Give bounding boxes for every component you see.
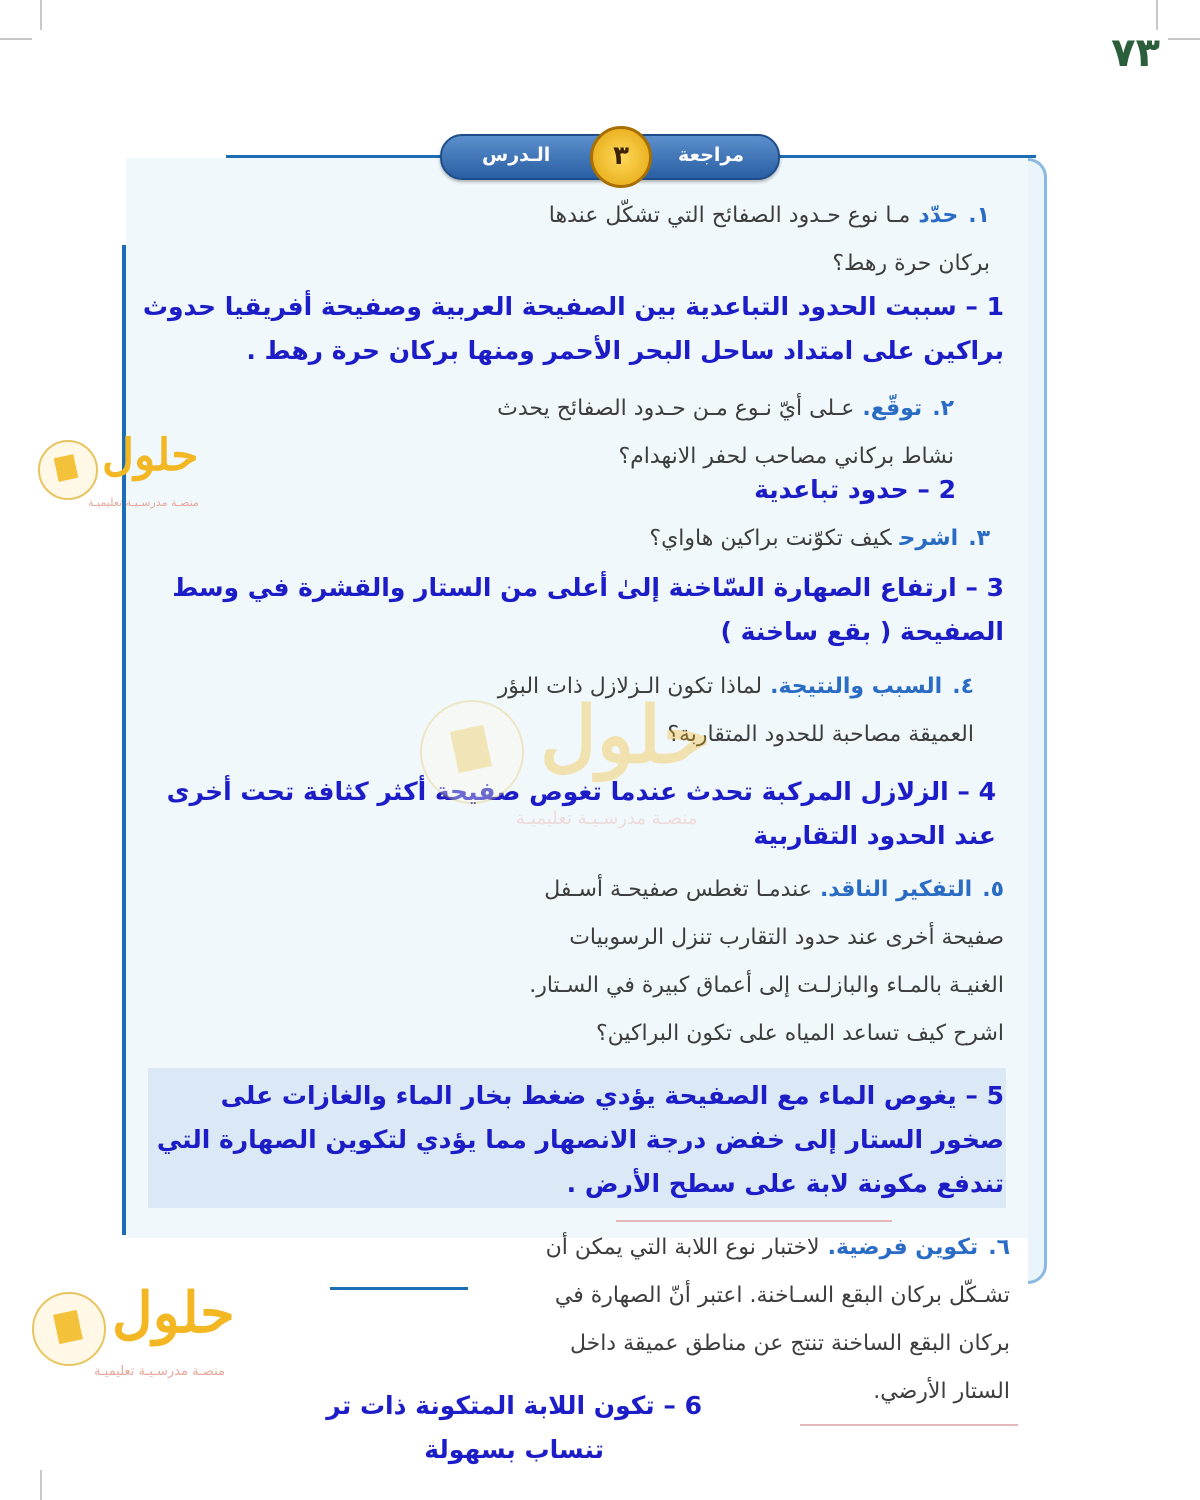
question-line: صفيحة أخرى عند حدود التقارب تنزل الرسوبيات: [569, 925, 1004, 950]
question-2: [497, 385, 954, 481]
logo-tagline: منصـة مدرسـيـة تعليميـة: [94, 1364, 226, 1379]
frame-bottom-line: [330, 1287, 468, 1290]
answer-line: 5 – يغوص الماء مع الصفيحة يؤدي ضغط بخار الماء والغازات على: [220, 1081, 1004, 1110]
question-1: [549, 192, 990, 288]
logo-tagline: منصـة مدرسـيـة تعليميـة: [88, 496, 199, 509]
frame-right-border: [1028, 158, 1047, 1284]
question-5: [529, 866, 1004, 1058]
page-number: ٧٣: [1111, 30, 1160, 76]
banner-lesson-label: الـدرس: [482, 144, 551, 166]
answer-line: 3 – ارتفاع الصهارة السّاخنة إلىٰ أعلى من الستار والقشرة في وسط: [172, 573, 1004, 602]
question-line: الغنيـة بالمـاء والبازلـت إلى أعماق كبيرة في السـتار.: [529, 973, 1004, 998]
crop-mark: [40, 0, 42, 30]
answer-line: تنساب بسهولة: [424, 1435, 605, 1464]
question-line: ٦.تكوين فرضية.لاختبار نوع اللابة التي يمكن أن: [545, 1235, 1010, 1260]
crop-mark: [1156, 0, 1158, 30]
answer-line: 4 – الزلازل المركبة تحدث عندما تغوص صفيحة أكثر كثافة تحت أخرى: [166, 777, 996, 806]
answer-2: [754, 468, 956, 512]
question-line: العميقة مصاحبة للحدود المتقاربة؟: [667, 722, 974, 747]
banner-review-label: مراجعة: [677, 144, 744, 166]
question-3: [649, 515, 990, 563]
lesson-review-banner: [440, 134, 780, 180]
answer-1: [143, 285, 1004, 373]
answer-6: [326, 1384, 702, 1472]
question-line: ٥.التفكير الناقد.عندمـا تغطس صفيحـة أسـفل: [544, 877, 1004, 902]
question-line: نشاط بركاني مصاحب لحفر الانهدام؟: [618, 444, 954, 469]
frame-left-line: [122, 245, 126, 1235]
divider-line: [800, 1424, 1018, 1426]
question-line: ٣.اشرحكيف تكوّنت براكين هاواي؟: [649, 526, 990, 551]
lesson-number-badge: ٣: [590, 126, 652, 188]
crop-mark: [0, 38, 32, 40]
question-line: بركان البقع الساخنة تنتج عن مناطق عميقة داخل: [569, 1331, 1010, 1356]
logo-wordmark: حلول: [102, 430, 199, 481]
question-line: اشرح كيف تساعد المياه على تكون البراكين؟: [595, 1021, 1004, 1046]
answer-line: 2 – حدود تباعدية: [754, 475, 956, 504]
question-line: بركان حرة رهط؟: [832, 251, 990, 276]
answer-5: [157, 1074, 1004, 1206]
answer-line: 1 – سببت الحدود التباعدية بين الصفيحة العربية وصفيحة أفريقيا حدوث: [142, 292, 1004, 321]
brand-logo-watermark: [420, 690, 720, 830]
brand-logo: [32, 1280, 282, 1390]
logo-wordmark: حلول: [540, 690, 712, 781]
answer-3: [172, 566, 1004, 654]
answer-line: الصفيحة ( بقع ساخنة ): [720, 617, 1004, 646]
crop-mark: [1168, 38, 1200, 40]
question-line: ٢.توقّع.عـلى أيّ نـوع مـن حـدود الصفائح يحدث: [497, 396, 954, 421]
divider-line: [616, 1220, 892, 1222]
answer-line: تندفع مكونة لابة على سطح الأرض .: [566, 1169, 1004, 1198]
logo-tagline: منصـة مدرسـيـة تعليميـة: [516, 808, 698, 829]
answer-line: عند الحدود التقاربية: [753, 821, 996, 850]
answer-line: صخور الستار إلى خفض درجة الانصهار مما يؤدي لتكوين الصهارة التي: [156, 1125, 1004, 1154]
answer-line: 6 – تكون اللابة المتكونة ذات تر: [326, 1391, 702, 1420]
brand-logo: [38, 430, 238, 520]
logo-wordmark: حلول: [112, 1280, 235, 1346]
question-line: ١.حدّدمـا نوع حـدود الصفائح التي تشكّل عندها: [548, 203, 990, 228]
answer-line: براكين على امتداد ساحل البحر الأحمر ومنها بركان حرة رهط .: [246, 336, 1004, 365]
crop-mark: [40, 1470, 42, 1500]
question-line: ٤.السبب والنتيجة.لماذا تكون الـزلازل ذات البؤر: [497, 674, 974, 699]
question-line: تشـكّل بركان البقع السـاخنة. اعتبر أنّ الصهارة في: [554, 1283, 1010, 1308]
question-line: الستار الأرضي.: [873, 1379, 1010, 1404]
